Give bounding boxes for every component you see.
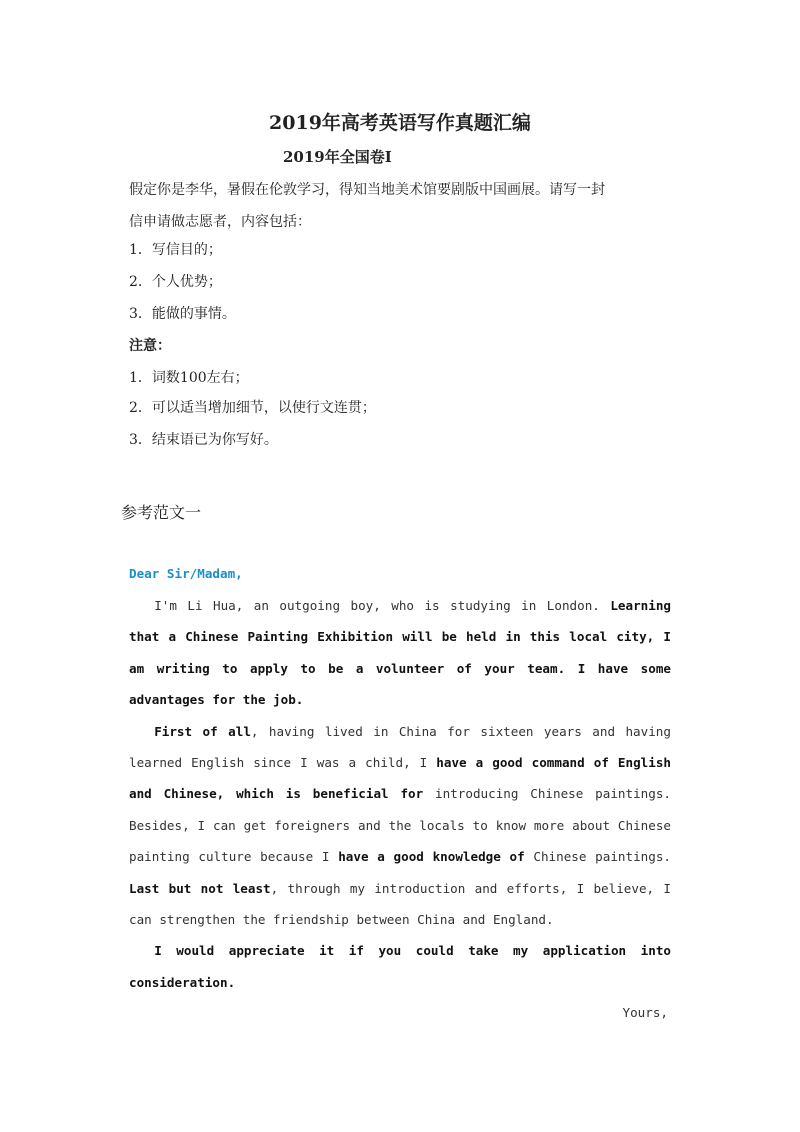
prompt-line-1: 假定你是李华，暑假在伦敦学习，得知当地美术馆要剧版中国画展。请写一封: [129, 182, 605, 198]
note-item-2: 2．可以适当增加细节，以使行文连贯；: [129, 400, 376, 416]
note-label: 注意：: [129, 338, 171, 354]
document-title: 2019年高考英语写作真题汇编: [269, 112, 531, 134]
letter-p3-segment: I would appreciate it if you could take my application into consideration.: [129, 943, 671, 990]
reference-label: 参考范文一: [121, 503, 202, 522]
letter-closing: Yours,: [622, 1005, 668, 1020]
letter-p2-segment: , through my introduction and efforts, I believe, I can strengthen the friendship between China and England.: [129, 880, 672, 928]
letter-p2-segment: First of all: [154, 723, 251, 739]
letter-p2-segment: Chinese paintings.: [524, 849, 671, 865]
letter-paragraph-3: [129, 935, 671, 998]
prompt-item-1: 1．写信目的；: [129, 242, 222, 258]
letter-p2-segment: , having lived in China for sixteen years and having learned English since I was a child, I: [129, 723, 671, 771]
letter-body: [129, 590, 671, 998]
letter-p2-segment: Last but not least: [129, 880, 271, 896]
letter-p2-segment: introducing Chinese paintings. Besides, I can get foreigners and the locals to know more about Chinese painting culture because I: [129, 786, 671, 865]
section-subtitle: 2019年全国卷Ⅰ: [283, 148, 392, 166]
prompt-line-2: 信申请做志愿者，内容包括：: [129, 214, 311, 230]
letter-paragraph-1: [129, 590, 671, 716]
letter-p1-segment: I'm Li Hua, an outgoing boy, who is studying in London.: [154, 598, 611, 613]
letter-paragraph-2: [129, 716, 671, 936]
letter-p2-segment: have a good command of English and Chinese, which is beneficial for: [129, 755, 672, 802]
letter-p1-segment: Learning that a Chinese Painting Exhibition will be held in this local city, I am writing to apply to be a volunteer of your team. I have some advantages for the job.: [129, 598, 671, 708]
prompt-item-3: 3．能做的事情。: [129, 306, 236, 322]
letter-p2-segment: have a good knowledge of: [338, 849, 525, 865]
note-item-3: 3．结束语已为你写好。: [129, 432, 278, 448]
note-item-1: 1．词数100左右；: [129, 370, 249, 386]
prompt-item-2: 2．个人优势；: [129, 274, 222, 290]
letter-greeting: Dear Sir/Madam,: [129, 566, 243, 581]
